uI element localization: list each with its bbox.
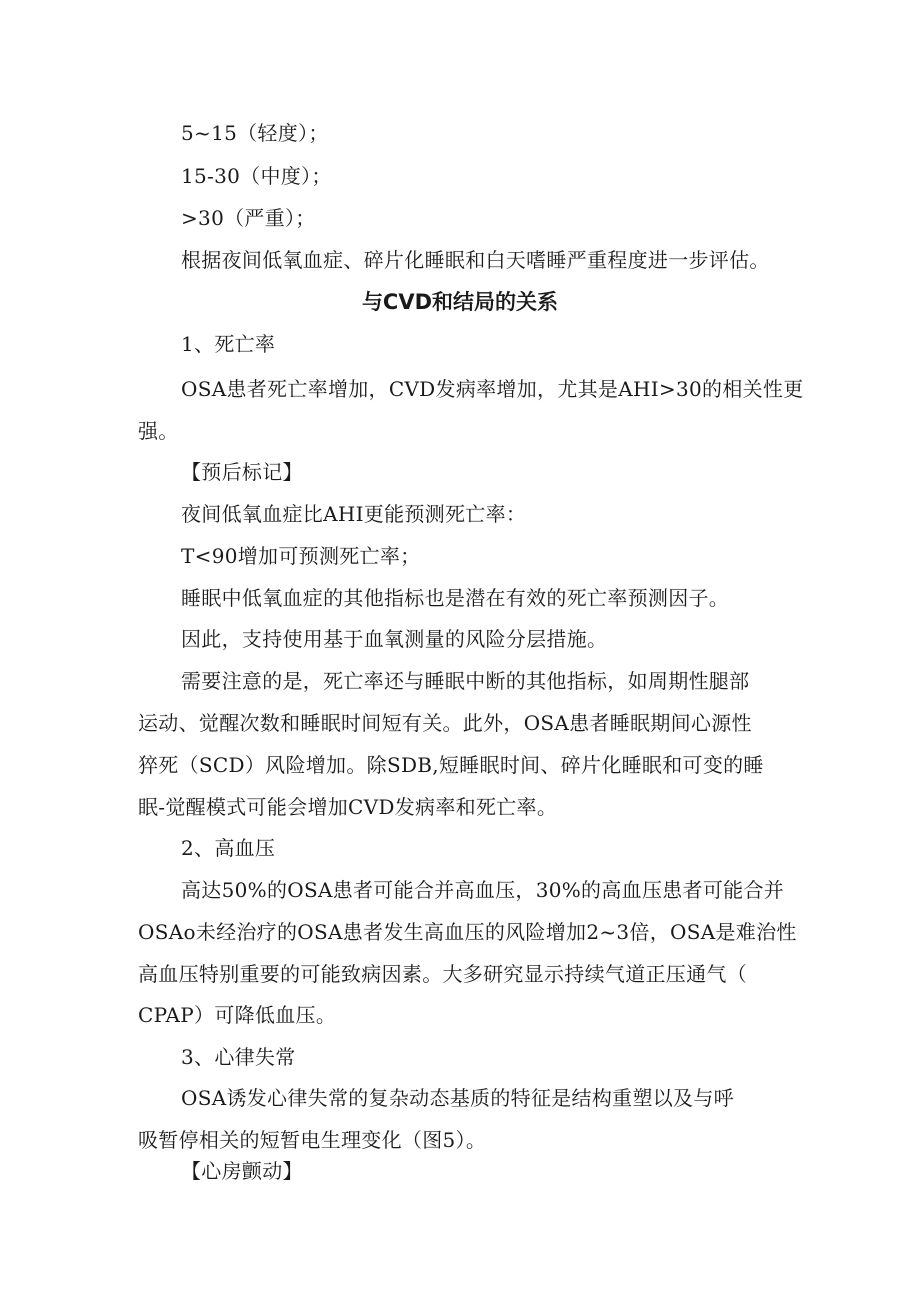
severity-moderate: 15-30（中度）； <box>181 164 332 188</box>
mortality-title: 1、死亡率 <box>181 332 276 356</box>
further-evaluation: 根据夜间低氧血症、碎片化睡眠和白天嗜睡严重程度进一步评估。 <box>181 248 770 272</box>
mortality-note-line: 眠-觉醒模式可能会增加CVD发病率和死亡率。 <box>138 795 558 819</box>
hypertension-line: OSAo未经治疗的OSA患者发生高血压的风险增加2~3倍，OSA是难治性 <box>138 920 797 944</box>
arrhythmia-title: 3、心律失常 <box>181 1045 296 1069</box>
arrhythmia-line: OSA诱发心律失常的复杂动态基质的特征是结构重塑以及与呼 <box>181 1086 734 1110</box>
hypertension-line: 高达50%的OSA患者可能合并高血压，30%的高血压患者可能合并 <box>181 878 785 902</box>
severity-mild: 5~15（轻度）； <box>181 121 329 145</box>
hypertension-title: 2、高血压 <box>181 836 276 860</box>
prognostic-item: 夜间低氧血症比AHI更能预测死亡率： <box>181 502 527 526</box>
mortality-note-line: 需要注意的是，死亡率还与睡眠中断的其他指标，如周期性腿部 <box>181 669 750 693</box>
hypertension-line: CPAP）可降低血压。 <box>138 1003 337 1027</box>
severity-severe: >30（严重）； <box>181 206 316 230</box>
atrial-fibrillation-title: 【心房颤动】 <box>181 1159 303 1183</box>
prognostic-item: T<90增加可预测死亡率； <box>181 544 421 568</box>
mortality-paragraph-line: OSA患者死亡率增加，CVD发病率增加，尤其是AHI>30的相关性更 <box>181 377 804 401</box>
mortality-paragraph-line: 强。 <box>138 419 179 443</box>
hypertension-line: 高血压特别重要的可能致病因素。大多研究显示持续气道正压通气（ <box>138 962 747 986</box>
arrhythmia-line: 吸暂停相关的短暂电生理变化（图5）。 <box>138 1128 487 1152</box>
prognostic-marker-title: 【预后标记】 <box>181 460 303 484</box>
mortality-note-line: 运动、觉醒次数和睡眠时间短有关。此外，OSA患者睡眠期间心源性 <box>138 711 752 735</box>
prognostic-item: 睡眠中低氧血症的其他指标也是潜在有效的死亡率预测因子。 <box>181 586 730 610</box>
section-heading: 与CVD和结局的关系 <box>361 290 559 314</box>
mortality-note-line: 猝死（SCD）风险增加。除SDB,短睡眠时间、碎片化睡眠和可变的睡 <box>138 753 764 777</box>
prognostic-item: 因此，支持使用基于血氧测量的风险分层措施。 <box>181 627 608 651</box>
